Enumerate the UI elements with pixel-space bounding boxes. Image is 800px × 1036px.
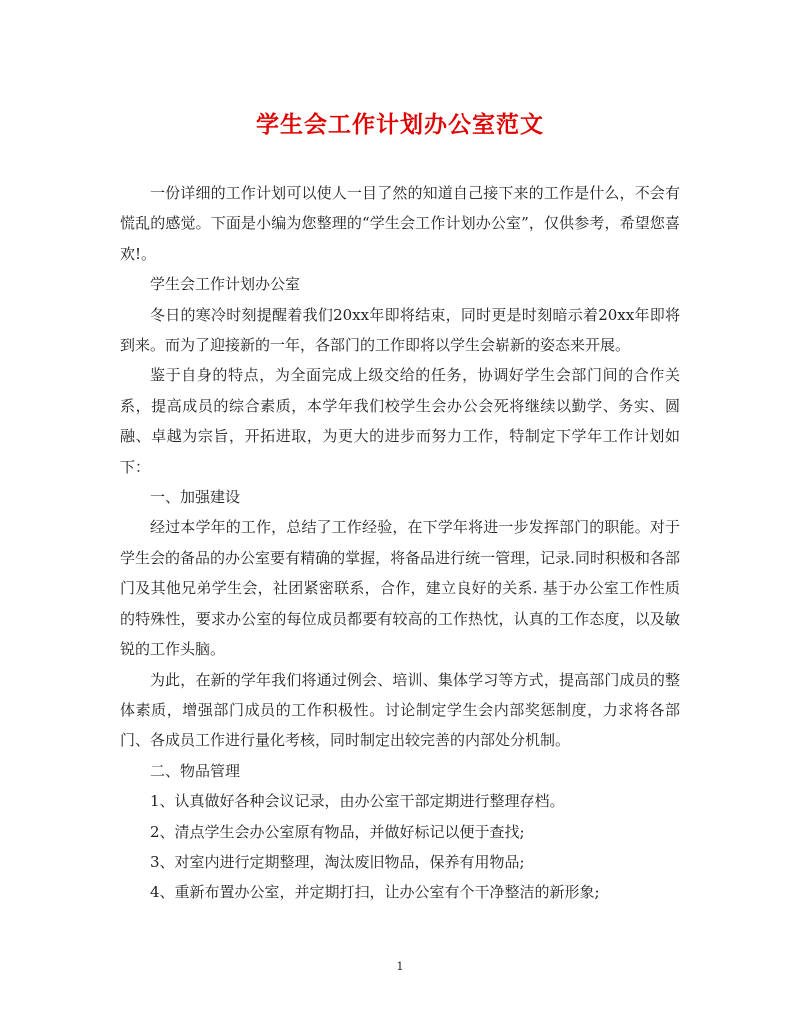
document-title: 学生会工作计划办公室范文 (256, 111, 544, 138)
list-item-3: 3、对室内进行定期整理，淘汰废旧物品，保养有用物品; (150, 852, 525, 871)
document-body (120, 178, 680, 908)
list-item-1: 1、认真做好各种会议记录，由办公室干部定期进行整理存档。 (150, 792, 565, 811)
paragraph-experience: 经过本学年的工作，总结了工作经验，在下学年将进一步发挥部门的职能。对于学生会的备品的办公室要有精确的掌握，将备品进行统一管理，记录.同时积极和各部门及其他兄弟学生会，社团紧密联系，合作，建立良好的关系. 基于办公室工作性质的特殊性，要求办公室的每位成员都要有较高的工作热忱，认真的工作态度，以及敏锐的工作头脑。 (120, 518, 680, 659)
page-number: 1 (396, 960, 404, 973)
section-heading-items: 二、物品管理 (150, 761, 241, 780)
paragraph-training: 为此，在新的学年我们将通过例会、培训、集体学习等方式，提高部门成员的整体素质，增强部门成员的工作积极性。讨论制定学生会内部奖惩制度，力求将各部门、各成员工作进行量化考核，同时制定出较完善的内部处分机制。 (120, 670, 680, 750)
list-item-4: 4、重新布置办公室，并定期打扫，让办公室有个干净整洁的新形象; (150, 883, 600, 902)
paragraph-goals: 鉴于自身的特点，为全面完成上级交给的任务，协调好学生会部门间的合作关系，提高成员的综合素质，本学年我们校学生会办公会死将继续以勤学、务实、圆融、卓越为宗旨，开拓进取，为更大的进步而努力工作，特制定下学年工作计划如下： (120, 366, 680, 476)
paragraph-winter: 冬日的寒冷时刻提醒着我们20xx年即将结束，同时更是时刻暗示着20xx年即将到来。而为了迎接新的一年，各部门的工作即将以学生会崭新的姿态来开展。 (120, 305, 680, 355)
section-heading-construction: 一、加强建设 (150, 488, 241, 507)
list-item-2: 2、清点学生会办公室原有物品，并做好标记以便于查找; (150, 822, 525, 841)
section-heading-plan: 学生会工作计划办公室 (150, 275, 301, 294)
intro-paragraph: 一份详细的工作计划可以使人一目了然的知道自己接下来的工作是什么，不会有慌乱的感觉。下面是小编为您整理的“学生会工作计划办公室”，仅供参考，希望您喜欢!。 (120, 184, 680, 263)
